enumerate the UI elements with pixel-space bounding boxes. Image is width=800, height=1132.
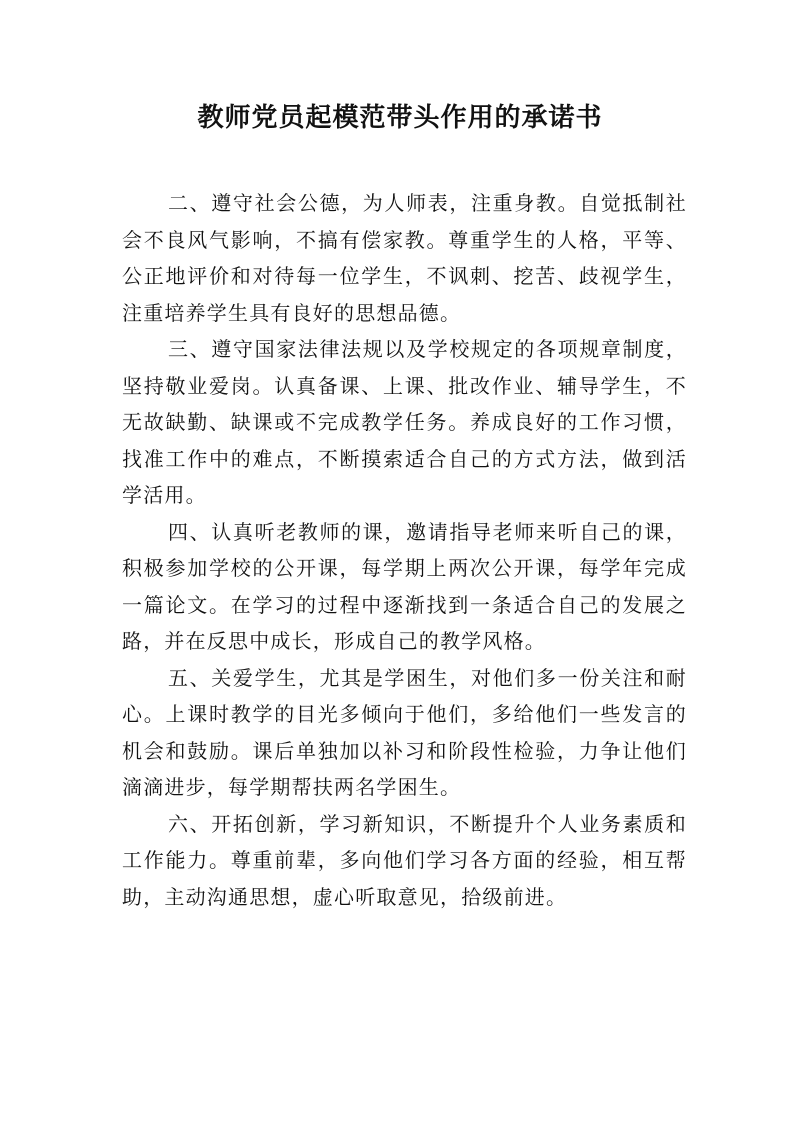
paragraph-4: 四、认真听老教师的课，邀请指导老师来听自己的课，积极参加学校的公开课，每学期上两次公开课，每学年完成一篇论文。在学习的过程中逐渐找到一条适合自己的发展之路，并在反思中成长，形成自己的教学风格。	[122, 519, 687, 653]
paragraph-5: 五、关爱学生，尤其是学困生，对他们多一份关注和耐心。上课时教学的目光多倾向于他们，多给他们一些发言的机会和鼓励。课后单独加以补习和阶段性检验，力争让他们滴滴进步，每学期帮扶两名学困生。	[122, 665, 687, 799]
paragraph-6: 六、开拓创新，学习新知识，不断提升个人业务素质和工作能力。尊重前辈，多向他们学习各方面的经验，相互帮助，主动沟通思想，虚心听取意见，拾级前进。	[122, 811, 687, 909]
paragraph-3: 三、遵守国家法律法规以及学校规定的各项规章制度，坚持敬业爱岗。认真备课、上课、批改作业、辅导学生，不无故缺勤、缺课或不完成教学任务。养成良好的工作习惯，找准工作中的难点，不断摸索适合自己的方式方法，做到活学活用。	[122, 337, 687, 507]
paragraph-2: 二、遵守社会公德，为人师表，注重身教。自觉抵制社会不良风气影响，不搞有偿家教。尊重学生的人格，平等、公正地评价和对待每一位学生，不讽刺、挖苦、歧视学生，注重培养学生具有良好的思想品德。	[122, 191, 687, 325]
document-title: 教师党员起模范带头作用的承诺书	[197, 103, 603, 133]
document-body	[122, 185, 687, 915]
